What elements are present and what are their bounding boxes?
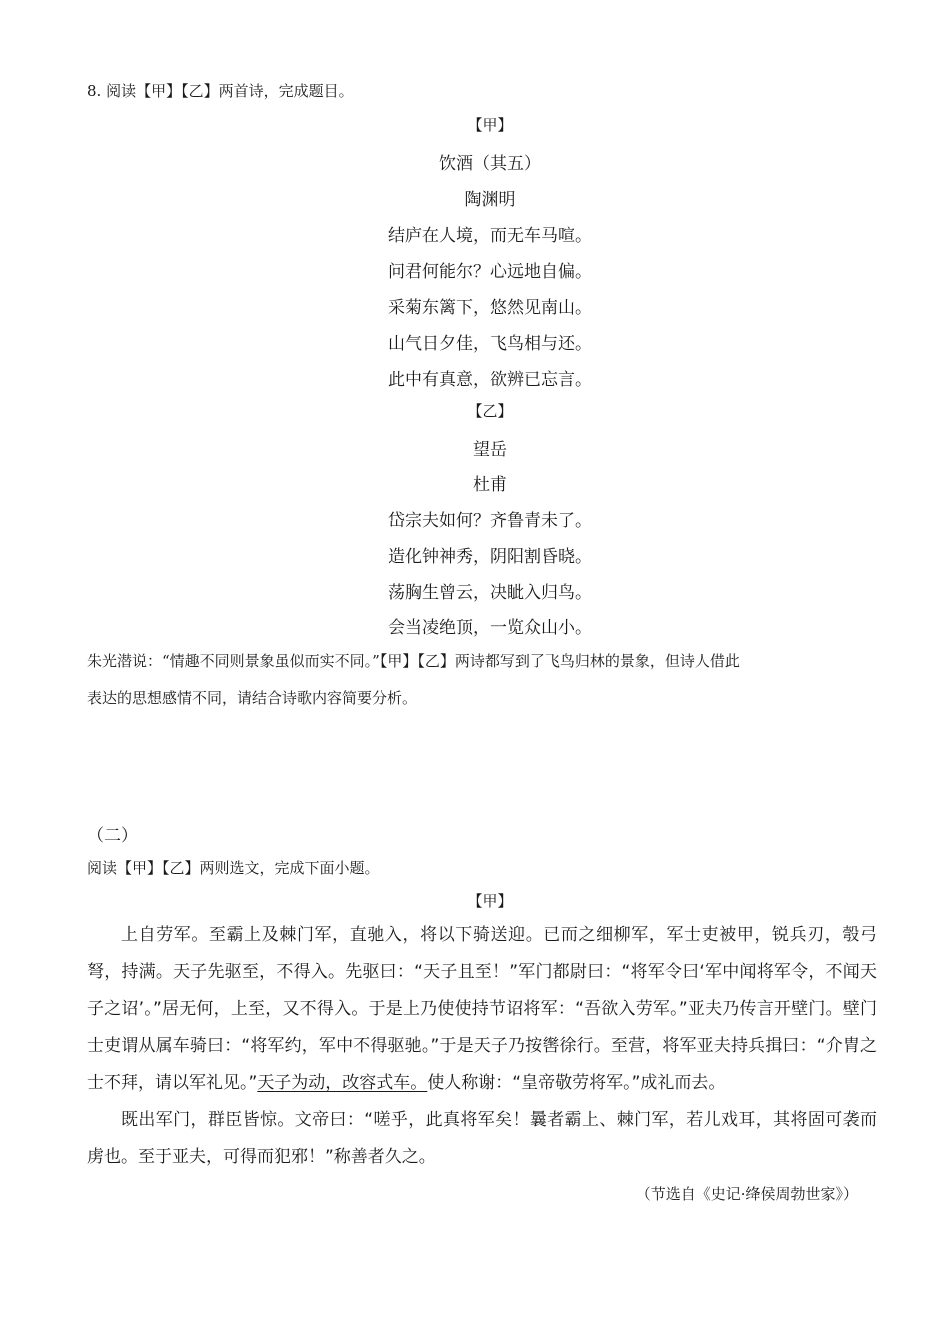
poem-b-line: 会当凌绝顶，一览众山小。 [388,618,592,638]
section-heading: （二） [87,826,138,846]
poem-a-line: 问君何能尔？心远地自偏。 [388,262,592,282]
poem-a-line: 山气日夕佳，飞鸟相与还。 [388,334,592,354]
question-text-line-1: 朱光潜说：“情趣不同则景象虽似而实不同。”【甲】【乙】两诗都写到了飞鸟归林的景象，但诗人借此 [87,652,740,670]
passage-a-tag: 【甲】 [467,892,513,910]
passage-paragraph-1 [87,917,877,1102]
passage-paragraph-2: 既出军门，群臣皆惊。文帝曰：“嗟乎，此真将军矣！曩者霸上、棘门军，若儿戏耳，其将固可袭而虏也。至于亚夫，可得而犯邪！”称善者久之。 [87,1110,877,1167]
question-text-line-2: 表达的思想感情不同，请结合诗歌内容简要分析。 [87,689,418,707]
passage-source: （节选自《史记·绛侯周勃世家》） [635,1185,858,1203]
poem-b-line: 荡胸生曾云，决眦入归鸟。 [388,583,592,603]
poem-b-title: 望岳 [473,440,507,460]
question-prompt: 8. 阅读【甲】【乙】两首诗，完成题目。 [87,82,354,100]
poem-b-line: 岱宗夫如何？齐鲁青未了。 [388,511,592,531]
section-prompt: 阅读【甲】【乙】两则选文，完成下面小题。 [87,859,380,877]
poem-b-tag: 【乙】 [467,402,513,420]
poem-a-tag: 【甲】 [467,116,513,134]
poem-a-line: 此中有真意，欲辨已忘言。 [388,370,592,390]
poem-a-line: 采菊东篱下，悠然见南山。 [388,298,592,318]
poem-b-line: 造化钟神秀，阴阳割昏晓。 [388,547,592,567]
passage-text: 使人称谢：“皇帝敬劳将军。”成礼而去。 [427,1073,726,1093]
poem-a-line: 结庐在人境，而无车马喧。 [388,226,592,246]
poem-a-author: 陶渊明 [464,190,516,210]
poem-b-author: 杜甫 [473,475,507,495]
passage-text: 上自劳军。至霸上及棘门军，直驰入，将以下骑送迎。已而之细柳军，军士吏被甲，锐兵刃，彀弓弩，持满。天子先驱至，不得入。先驱曰：“天子且至！”军门都尉曰：“将军令曰‘军中闻将军令，不闻天子之诏’。”居无何，上至，又不得入。于是上乃使使持节诏将军：“吾欲入劳军。”亚夫乃传言开壁门。壁门士吏谓从属车骑曰：“将军约，军中不得驱驰。”于是天子乃按辔徐行。至营，将军亚夫持兵揖曰：“介胄之士不拜，请以军礼见。” [87,925,877,1093]
poem-a-title: 饮酒（其五） [439,154,541,174]
underlined-sentence: 天子为动，改容式车。 [257,1073,428,1093]
